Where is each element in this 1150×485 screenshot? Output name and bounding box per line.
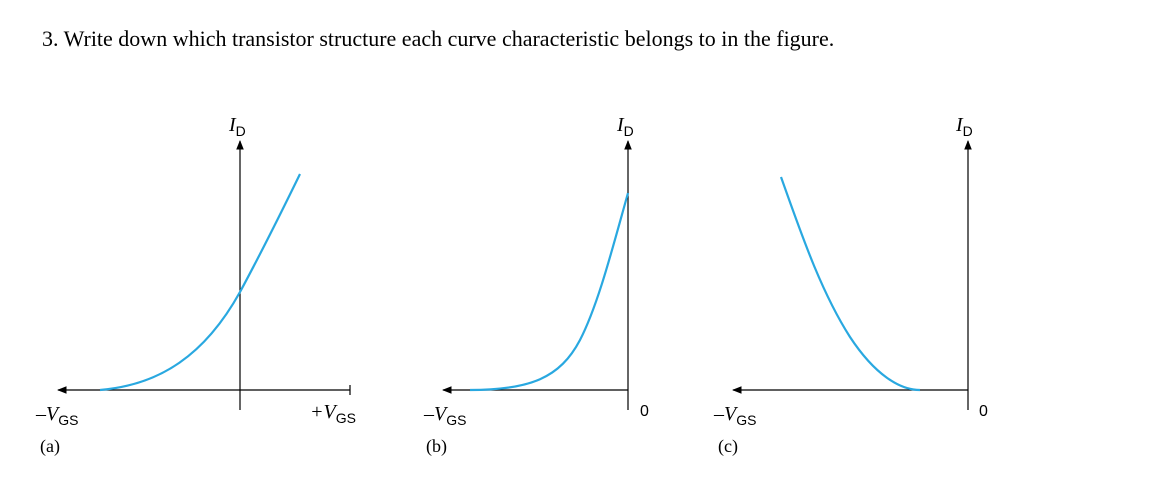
graph-b-caption: (b) (426, 436, 447, 456)
graph-b-zero-label: 0 (640, 403, 649, 420)
graph-b-neg-vgs-label: $-V_{GS}$ (424, 403, 467, 428)
graph-c-neg-vgs-label: $-V_{GS}$ (714, 403, 757, 428)
graph-b-id-label: $I_D$ (617, 114, 634, 139)
graph-c-id-label: $I_D$ (956, 114, 973, 139)
graph-a-pos-vgs-label: $+V_{GS}$ (310, 401, 356, 426)
graph-c-curve (781, 177, 920, 390)
graph-c-zero-label: 0 (979, 403, 988, 420)
graph-b (423, 114, 649, 457)
question-text: 3. Write down which transistor structure each curve characteristic belongs to in the figure. (42, 26, 835, 51)
graph-c (713, 114, 988, 457)
graph-a-curve (100, 174, 300, 390)
graph-a (35, 114, 356, 457)
graph-a-caption: (a) (40, 436, 60, 456)
graph-c-caption: (c) (718, 436, 738, 456)
graph-b-curve (470, 193, 628, 390)
graph-a-id-label: $I_D$ (229, 114, 246, 139)
graph-a-neg-vgs-label: $-V_{GS}$ (36, 403, 79, 428)
